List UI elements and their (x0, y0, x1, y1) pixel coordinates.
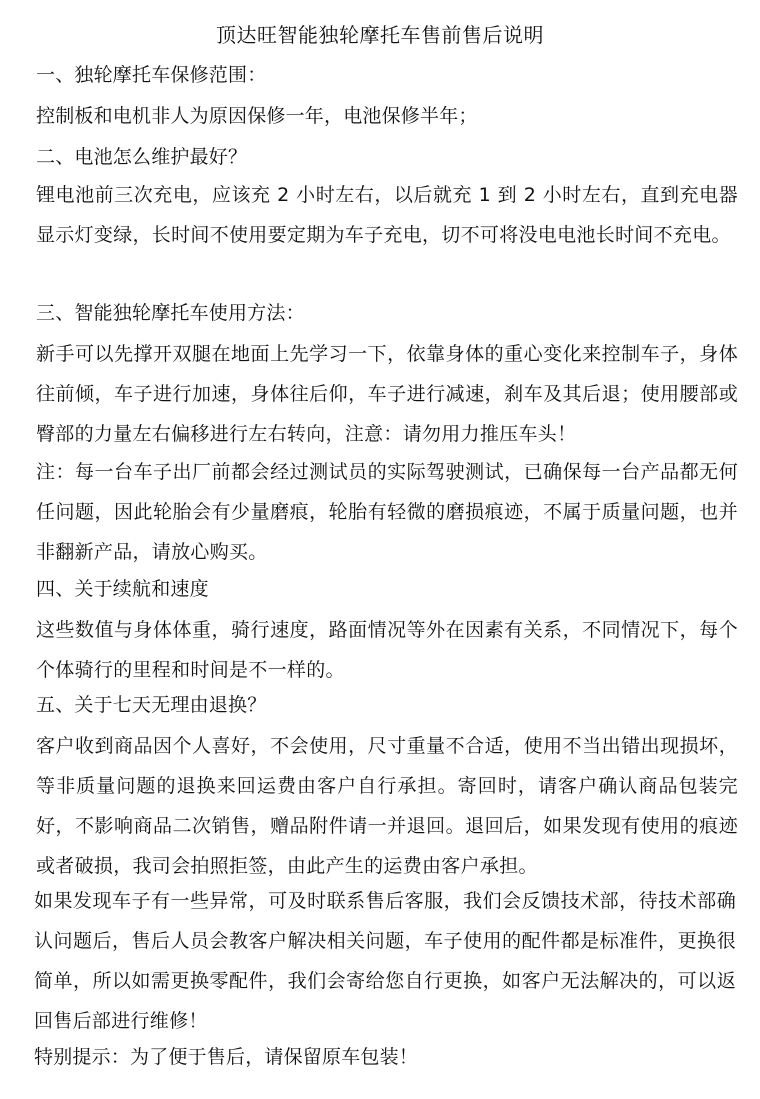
after-sales-paragraph: 如果发现车子有一些异常，可及时联系售后客服，我们会反馈技术部，待技术部确认问题后，售后人员会教客户解决相关问题，车子使用的配件都是标准件，更换很简单，所以如需更换零配件，我们会寄给您自行更换，如客户无法解决的，可以返回售后部进行维修！ (34, 890, 736, 1032)
section-3-heading: 三、智能独轮摩托车使用方法： (36, 302, 305, 324)
section-4-heading: 四、关于续航和速度 (36, 578, 209, 600)
section-5-heading: 五、关于七天无理由退换？ (36, 694, 267, 716)
section-3-body: 新手可以先撑开双腿在地面上先学习一下，依靠身体的重心变化来控制车子，身体往前倾，车子进行加速，身体往后仰，车子进行减速，刹车及其后退；使用腰部或臀部的力量左右偏移进行左右转向，注意：请勿用力推压车头！ (36, 343, 738, 445)
section-1-body: 控制板和电机非人为原因保修一年，电池保修半年； (36, 105, 478, 127)
section-note-body: 注：每一台车子出厂前都会经过测试员的实际驾驶测试，已确保每一台产品都无何任问题，因此轮胎会有少量磨痕，轮胎有轻微的磨损痕迹，不属于质量问题，也并非翻新产品，请放心购买。 (36, 461, 738, 563)
section-1-heading: 一、独轮摩托车保修范围： (36, 64, 267, 86)
section-2-heading: 二、电池怎么维护最好？ (36, 146, 248, 168)
section-5-body: 客户收到商品因个人喜好，不会使用，尺寸重量不合适，使用不当出错出现损坏，等非质量问题的退换来回运费由客户自行承担。寄回时，请客户确认商品包装完好，不影响商品二次销售，赠品附件请一并退回。退回后，如果发现有使用的痕迹或者破损，我司会拍照拒签，由此产生的运费由客户承担。 (36, 735, 738, 877)
document-title: 顶达旺智能独轮摩托车售前售后说明 (216, 23, 544, 47)
section-2-body: 锂电池前三次充电，应该充 2 小时左右，以后就充 1 到 2 小时左右，直到充电器显示灯变绿，长时间不使用要定期为车子充电，切不可将没电电池长时间不充电。 (36, 184, 738, 246)
special-tip: 特别提示：为了便于售后，请保留原车包装！ (34, 1046, 419, 1068)
section-4-body: 这些数值与身体体重，骑行速度，路面情况等外在因素有关系，不同情况下，每个个体骑行的里程和时间是不一样的。 (36, 619, 738, 681)
